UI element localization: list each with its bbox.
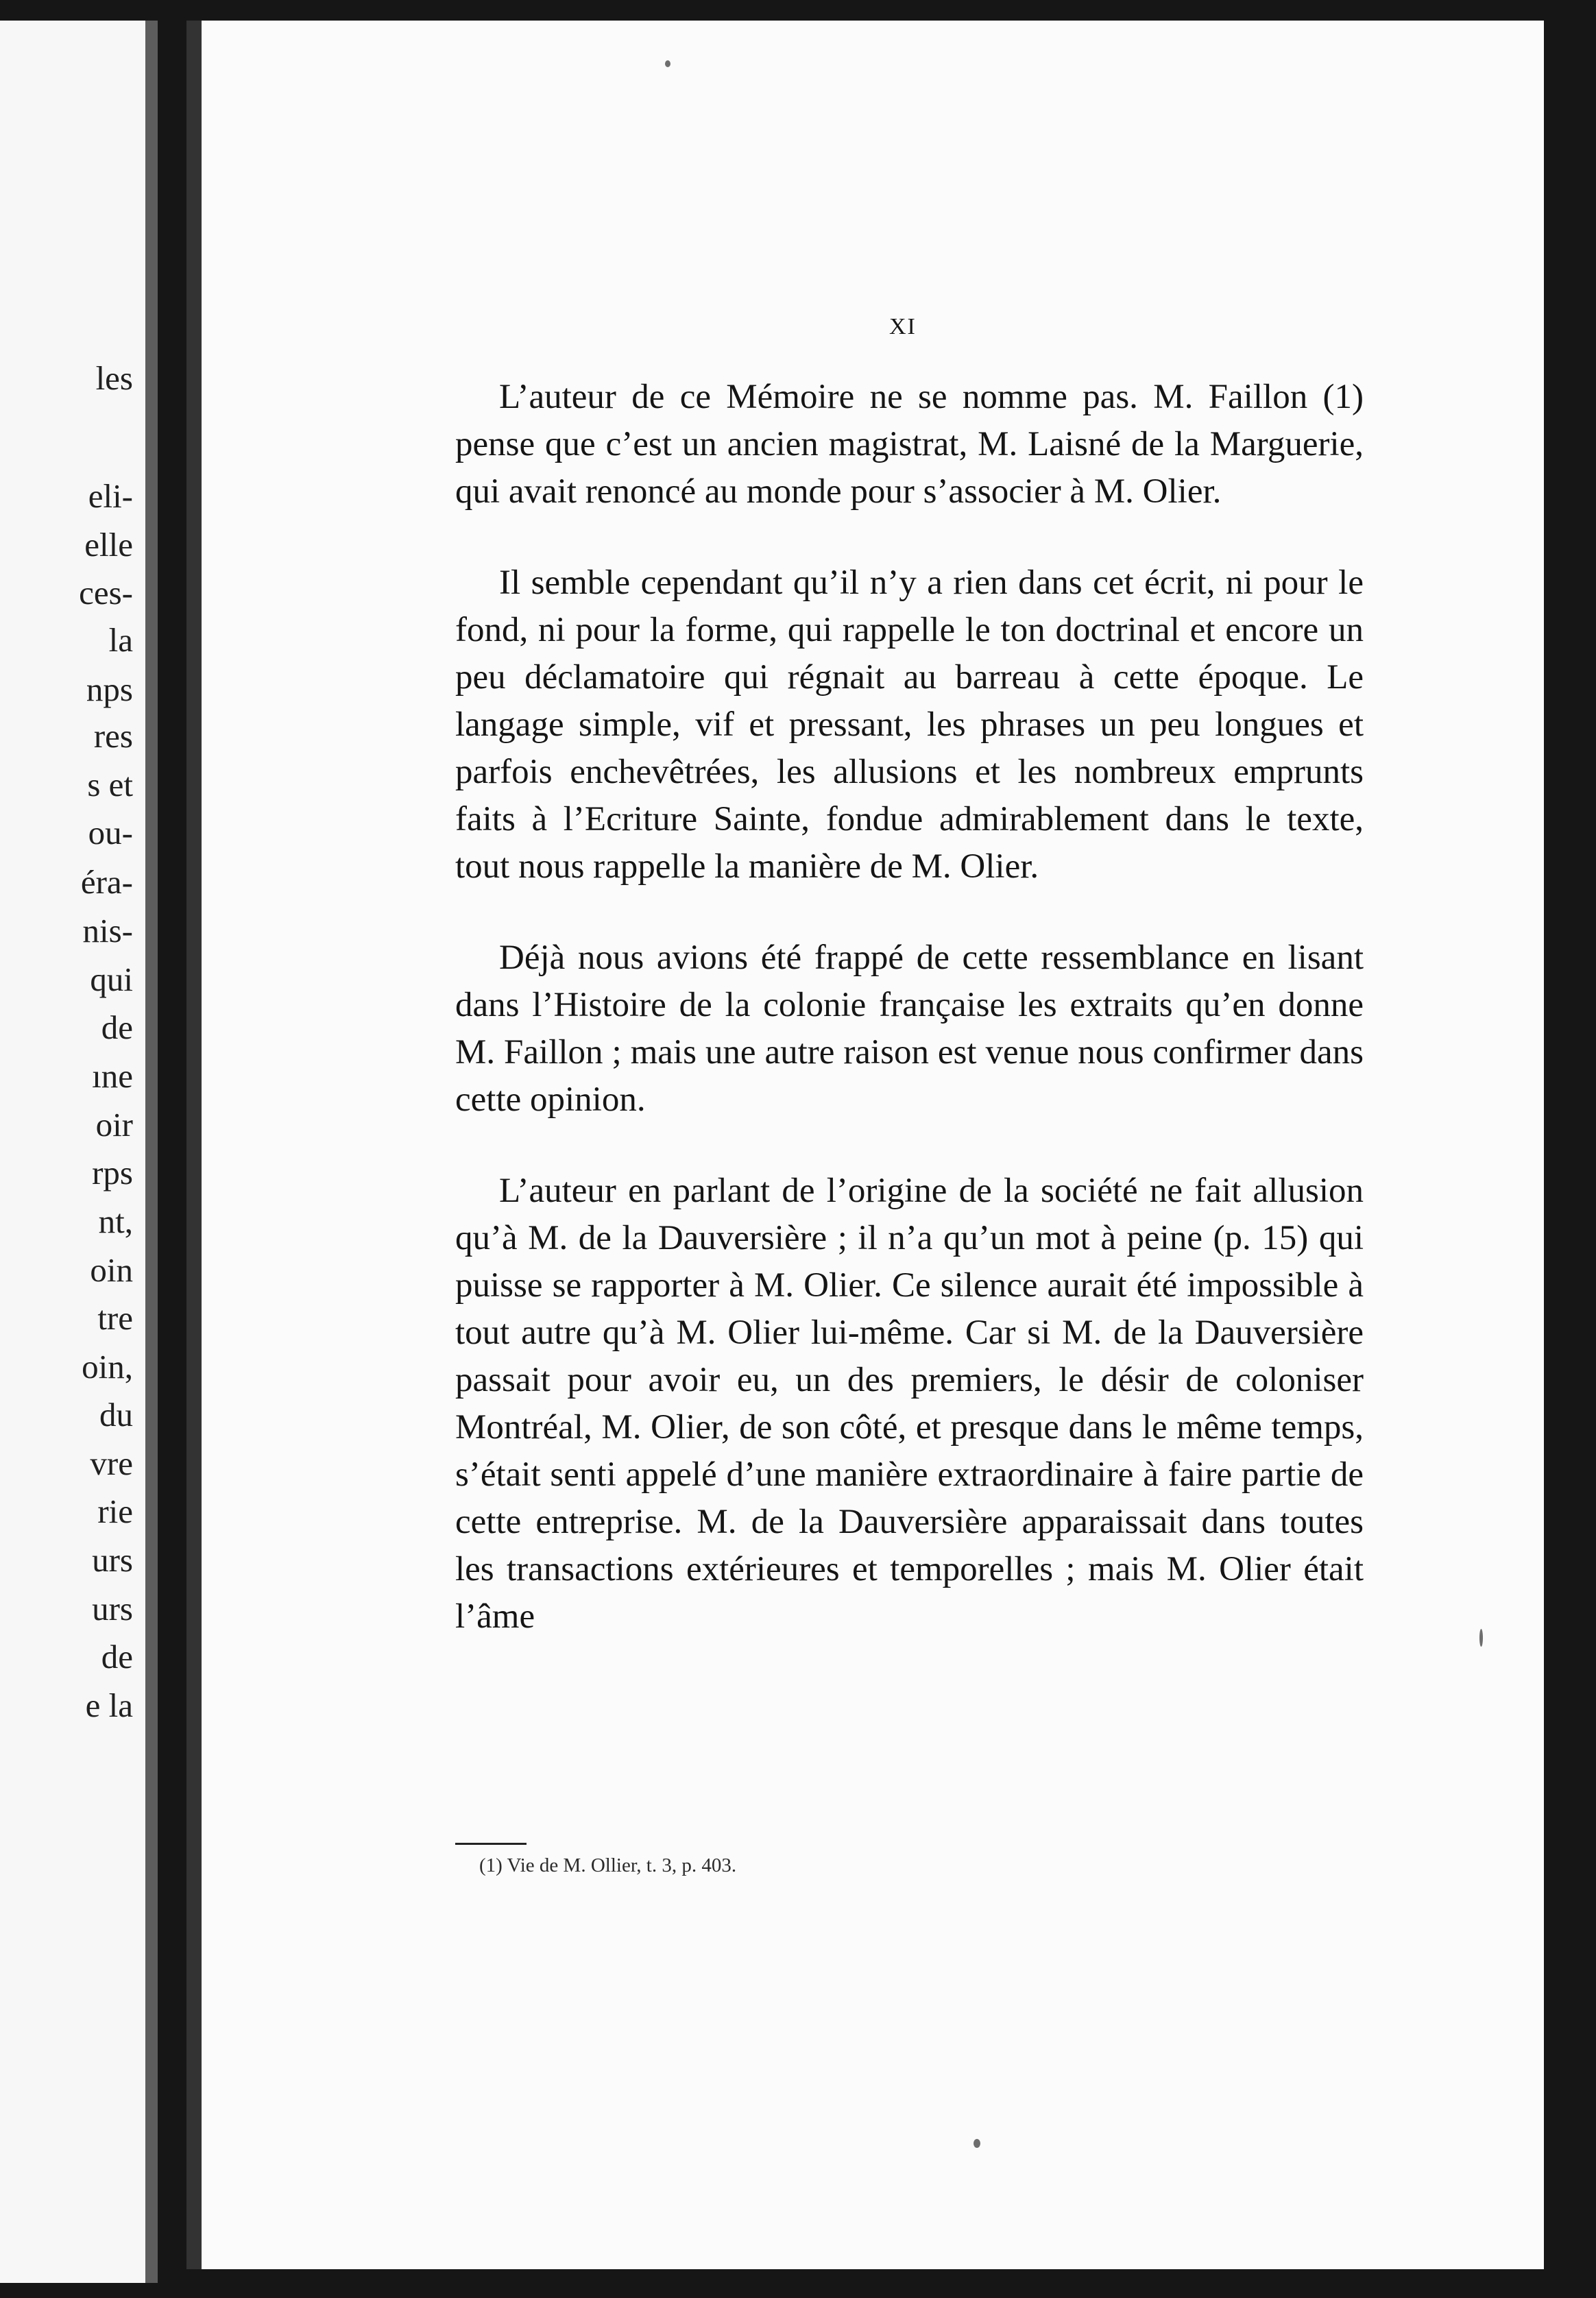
left-page-fragment: qui: [90, 960, 133, 998]
left-page-fragment: oin,: [82, 1348, 133, 1386]
left-page-fragment: urs: [92, 1541, 133, 1579]
left-page-fragment: e la: [85, 1686, 133, 1724]
paragraph-4: L’auteur en parlant de l’origine de la société ne fait allusion qu’à M. de la Dauversière ; il n’a qu’un mot à peine (p. 15) qui puisse se rapporter à M. Olier. Ce silence aurait été impossible à tout autre qu’à M. Olier lui-même. Car si M. de la Dauversière passait pour avoir eu, un des premiers, le désir de coloniser Montréal, M. Olier, de son côté, et presque dans le même temps, s’était senti appelé d’une manière extraordinaire à faire partie de cette entreprise. M. de la Dauversière apparaissait dans toutes les transactions extérieures et temporelles ; mais M. Olier était l’âme: [455, 1172, 1364, 1636]
right-page: [186, 21, 1544, 2269]
print-speck: [1479, 1629, 1483, 1647]
footnote: (1) Vie de M. Ollier, t. 3, p. 403.: [479, 1854, 737, 1876]
left-page-fragment: vre: [90, 1444, 133, 1482]
left-page-fragment: rps: [92, 1154, 133, 1192]
left-page-fragment: s et: [87, 766, 133, 803]
left-page-fragment: rie: [97, 1492, 133, 1530]
left-page-fragment: éra-: [80, 863, 133, 901]
main-text: [455, 374, 1364, 1641]
left-page-fragment: de: [101, 1008, 133, 1046]
left-page-fragment: res: [93, 717, 133, 755]
left-page-fragment: elle: [84, 526, 133, 564]
left-page-edge: [0, 21, 158, 2283]
left-page-fragment: ces-: [79, 574, 133, 612]
left-page-fragment: oir: [95, 1106, 133, 1144]
left-page-fragment: la: [108, 621, 133, 659]
left-page-fragment: nt,: [98, 1202, 133, 1240]
print-speck: [665, 60, 670, 67]
left-page-fragment: urs: [92, 1590, 133, 1628]
left-page-fragment: tre: [97, 1299, 133, 1337]
left-page-fragment: eli-: [88, 477, 133, 515]
left-page-fragment: du: [99, 1396, 133, 1434]
paragraph-1: L’auteur de ce Mémoire ne se nomme pas. M. Faillon (1) pense que c’est un ancien magistrat, M. Laisné de la Marguerie, qui avait renoncé au monde pour s’associer à M. Olier.: [455, 378, 1364, 511]
print-speck: [974, 2139, 980, 2148]
paragraph-2: Il semble cependant qu’il n’y a rien dans cet écrit, ni pour le fond, ni pour la forme, qui rappelle le ton doctrinal et encore un peu déclamatoire qui régnait au barreau à cette époque. Le langage simple, vif et pressant, les phrases un peu longues et parfois enchevêtrées, les allusions et les nombreux emprunts faits à l’Ecriture Sainte, fondue admirablement dans le texte, tout nous rappelle la manière de M. Olier.: [455, 564, 1364, 886]
left-page-fragment: nis-: [82, 912, 133, 950]
footnote-rule: [455, 1843, 527, 1845]
left-page-fragment: ıne: [92, 1057, 133, 1095]
paragraph-3: Déjà nous avions été frappé de cette ressemblance en lisant dans l’Histoire de la colonie française les extraits qu’en donne M. Faillon ; mais une autre raison est venue nous confirmer dans cette opinion.: [455, 939, 1364, 1119]
left-page-fragment: ou-: [88, 814, 133, 851]
page-number: XI: [889, 314, 917, 339]
left-page-fragment: oin: [90, 1251, 133, 1289]
left-page-fragment: les: [95, 359, 133, 397]
left-page-fragment: de: [101, 1638, 133, 1676]
left-page-fragment: nps: [86, 670, 133, 708]
